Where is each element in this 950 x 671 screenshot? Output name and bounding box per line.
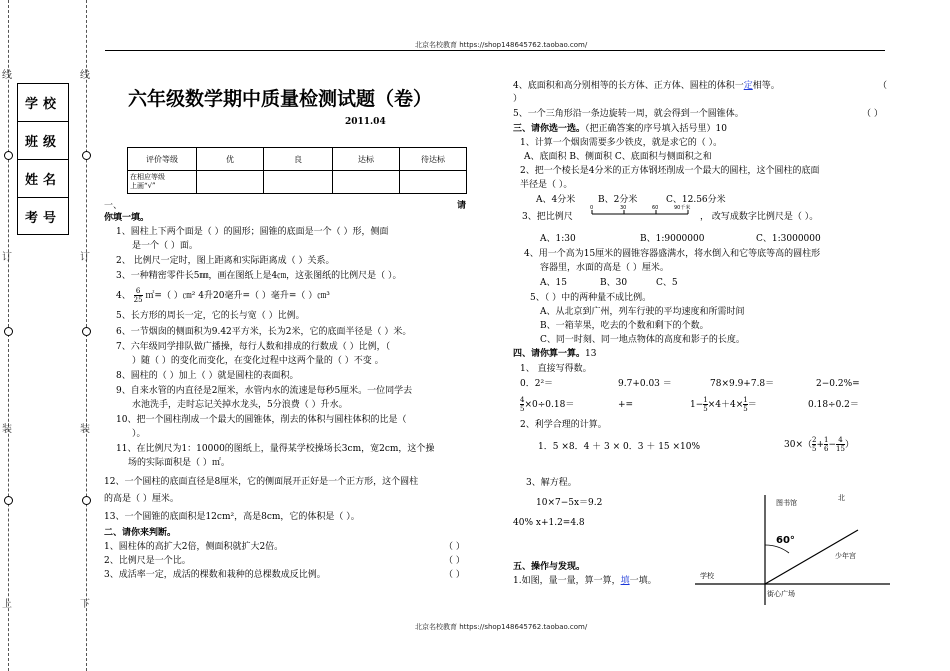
grade-header: 达标 [333,148,400,171]
grade-cell[interactable] [400,171,467,194]
library-label: 图书馆 [776,499,797,507]
school-label: 学校 [700,572,714,580]
question-11a: 11、在比例尺为1：10000的图纸上，量得某学校操场长3cm，宽2cm，这个操 [116,444,435,454]
scale-label: 60 [652,205,659,211]
youth-palace-label: 少年宫 [835,552,856,560]
calc-1-item: 78×9.9+7.8＝ [710,379,775,389]
question-10a: 10、把一个圆柱削成一个最大的圆锥体，削去的体积与圆柱体积的比是（ [116,415,407,425]
section-4-heading: 四、请你算一算。13 [513,349,597,359]
grade-cell[interactable] [333,171,400,194]
question-2: 2、 比例尺一定时，图上距离和实际距离成（ ）关系。 [116,256,335,266]
page-header: 北京名校教育 https://shop148645762.taobao.com/ [415,41,588,49]
header-rule [105,50,885,51]
calc-1-row2-c: 1− $\frac{1}{5}\times 4+4\times$ $\frac{1}{5}=$ [690,396,757,413]
choice-1-options: A、底面积 B、侧面积 C、底面积与侧面积之和 [524,152,712,162]
section-1-heading-b: 请 [457,201,467,211]
question-1a: 1、圆柱上下两个面是（ ）的圆形；圆锥的底面是一个（ ）形，侧面 [116,227,389,237]
direction-map [690,490,890,605]
choice-4-option-b: B、30 [600,278,628,288]
page-footer: 北京名校教育 https://shop148645762.taobao.com/ [415,623,588,631]
choice-5-option-b: B、一箱苹果，吃去的个数和剩下的个数。 [540,321,709,331]
binding-char: 订 [80,252,90,263]
choice-1: 1、计算一个烟囱需要多少铁皮，就是求它的（ ）。 [520,138,723,148]
grade-cell[interactable] [197,171,264,194]
binding-hole [82,496,91,505]
question-10b: ）。 [132,429,146,439]
grade-row-label: 在相应等级 上画“√” [128,171,197,194]
angle-label: 60° [776,535,795,546]
grade-header: 优 [197,148,264,171]
judge-blank-4-open[interactable]: （ [878,81,888,91]
judge-blank-1[interactable]: （ ） [444,542,465,552]
question-1b: 是一个（ ）面。 [132,241,198,251]
calc-2-heading: 2、利学合理的计算。 [520,420,607,430]
binding-char: 下 [80,599,90,610]
name-field[interactable]: 姓名 [18,160,68,198]
choice-4b: 容器里，水面的高是（ ）厘米。 [540,263,669,273]
question-12a: 12、一个圆柱的底面直径是8厘米，它的侧面展开正好是一个正方形，这个圆柱 [104,477,419,487]
grade-header: 良 [264,148,333,171]
fraction: $\frac{6}{25}$ [133,287,143,304]
choice-3-pre: 3、把比例尺 [522,212,573,222]
north-label: 北 [838,494,845,502]
school-field[interactable]: 学校 [18,84,68,122]
question-9b: 水池洗手，走时忘记关掉水龙头，5分浪费（ ）升水。 [132,400,348,410]
choice-2-option-c: C、12.56分米 [666,195,726,205]
judge-item-5: 5、一个三角形沿一条边旋转一周，就会得到一个圆锥体。 [513,109,744,119]
question-7a: 7、六年级同学排队做广播操，每行人数和排成的行数成（ ）比例，（ [116,342,391,352]
choice-4-option-c: C、5 [656,278,678,288]
choice-2b: 半径是（ ）。 [520,180,573,190]
grade-cell[interactable] [264,171,333,194]
choice-5-option-c: C、同一时刻、同一地点物体的高度和影子的长度。 [540,335,745,345]
judge-item-2: 2、比例尺是一个比。 [104,556,191,566]
calc-1-row2-a: $\frac{4}{5}\times 0\div 0.18=$ [520,396,575,413]
choice-5: 5、（ ）中的两种量不成比例。 [530,293,652,303]
choice-5-option-a: A、从北京到广州，列车行驶的平均速度和所需时间 [540,307,745,317]
judge-blank-2[interactable]: （ ） [444,556,465,566]
question-13: 13、一个圆锥的底面积是12cm²，高是8cm，它的体积是（ ）。 [104,512,360,522]
binding-hole [82,327,91,336]
calc-1-row2-b: += [618,400,634,410]
choice-4-option-a: A、15 [540,278,567,288]
choice-3-option-a: A、1:30 [540,234,576,244]
calc-3-heading: 3、解方程。 [526,478,577,488]
choice-3-option-c: C、1:3000000 [756,234,821,244]
binding-char: 装 [2,424,12,435]
question-7b: ）随（ ）的变化而变化，在变化过程中这两个量的（ ）不变 。 [132,356,384,366]
question-5: 5、长方形的周长一定，它的长与宽（ ）比例。 [116,311,305,321]
choice-4a: 4、用一个高为15厘米的圆锥容器盛满水，将水倒入和它等底等高的圆柱形 [524,249,821,259]
judge-item-3: 3、成活率一定，成活的棵数和栽种的总棵数成反比例。 [104,570,326,580]
square-label: 街心广场 [767,590,795,598]
binding-char: 装 [80,424,90,435]
judge-blank-5[interactable]: （ ） [862,109,883,119]
page-title: 六年级数学期中质量检测试题（卷） [128,88,433,110]
question-8: 8、圆柱的（ ）加上（ ）就是圆柱的表面积。 [116,371,299,381]
calc-1-item: 2−0.2%= [816,379,860,389]
equation-a: 10×7−5x＝9.2 [536,498,603,508]
exam-number-field[interactable]: 考号 [24,211,61,226]
student-info-box [17,83,69,235]
grade-header: 待达标 [400,148,467,171]
binding-char: 线 [80,70,90,81]
choice-2a: 2、把一个棱长是4分米的正方体钢坯削成一个最大的圆柱，这个圆柱的底面 [520,166,820,176]
section-2-heading: 二、请你来判断。 [104,528,177,538]
binding-char: 订 [2,252,12,263]
question-12b: 的高是（ ）厘米。 [104,494,179,504]
section-3-heading: 三、请你选一选。（把正确答案的序号填入括号里）10 [513,124,727,134]
binding-hole [4,151,13,160]
question-4: 4、 $\frac{6}{25}$ ㎡=（ ）㎝² 4升20毫升=（ ）毫升=（ ）㎝³ [116,287,330,304]
binding-hole [82,151,91,160]
calc-1-item: 0．2²＝ [520,379,554,389]
question-11b: 场的实际面积是（ ）㎡。 [128,458,230,468]
binding-char: 线 [2,70,12,81]
link-ding[interactable]: 定 [743,81,753,91]
grade-header: 评价等级 [128,148,197,171]
calc-1-row2-d: 0.18÷0.2＝ [808,400,859,410]
judge-blank-4-close[interactable]: ） [513,94,523,104]
section-5-heading: 五、操作与发现。 [513,562,586,572]
calc-1-heading: 1、 直接写得数。 [520,364,592,374]
choice-2-option-b: B、2分米 [598,195,638,205]
calc-1-item: 9.7+0.03 ＝ [618,379,672,389]
question-9a: 9、自来水管的内直径是2厘米，水管内水的流速是每秒5厘米。一位同学去 [116,386,413,396]
scale-label: 90千米 [674,205,691,211]
judge-blank-3[interactable]: （ ） [444,570,465,580]
calc-2-a: 1．5 ×8．4 ＋ 3 × 0．3 ＋ 15 ×10% [538,442,701,452]
choice-2-option-a: A、4分米 [536,195,576,205]
choice-3-post: ， 改写成数字比例尺是（ ）。 [700,212,819,222]
question-3: 3、一种精密零件长5㎜，画在图纸上是4㎝，这张图纸的比例尺是（ ）。 [116,271,402,281]
section-1-heading-a: 一、 [104,201,123,211]
equation-b: 40% x+1.2=4.8 [513,518,585,528]
class-field[interactable]: 班级 [18,122,68,160]
question-6: 6、一节烟囱的侧面积为9.42平方米，长为2米，它的底面半径是（ ）米。 [116,327,412,337]
binding-hole [4,496,13,505]
judge-item-4: 4、底面积和高分别相等的长方体、正方体、圆柱的体积一定相等。 [513,81,780,91]
section-1-heading: 你填一填。 [104,213,150,223]
calc-2-b: 30×（ $\frac{2}{5}+$ $\frac{1}{6}-$ $\frac{4}{15}$） [784,436,854,453]
binding-char: 上 [2,599,12,610]
choice-3-option-b: B、1:9000000 [640,234,705,244]
judge-item-1: 1、圆柱体的高扩大2倍，侧面积就扩大2倍。 [104,542,284,552]
binding-hole [4,327,13,336]
scale-label: 0 [590,205,594,211]
grade-table [127,147,467,194]
link-tian[interactable]: 填 [620,576,630,586]
scale-label: 30 [620,205,627,211]
operation-1: 1.如图，量一量，算一算，填一填。 [513,576,657,586]
exam-date: 2011.04 [345,117,386,127]
scale-bar [588,202,698,222]
